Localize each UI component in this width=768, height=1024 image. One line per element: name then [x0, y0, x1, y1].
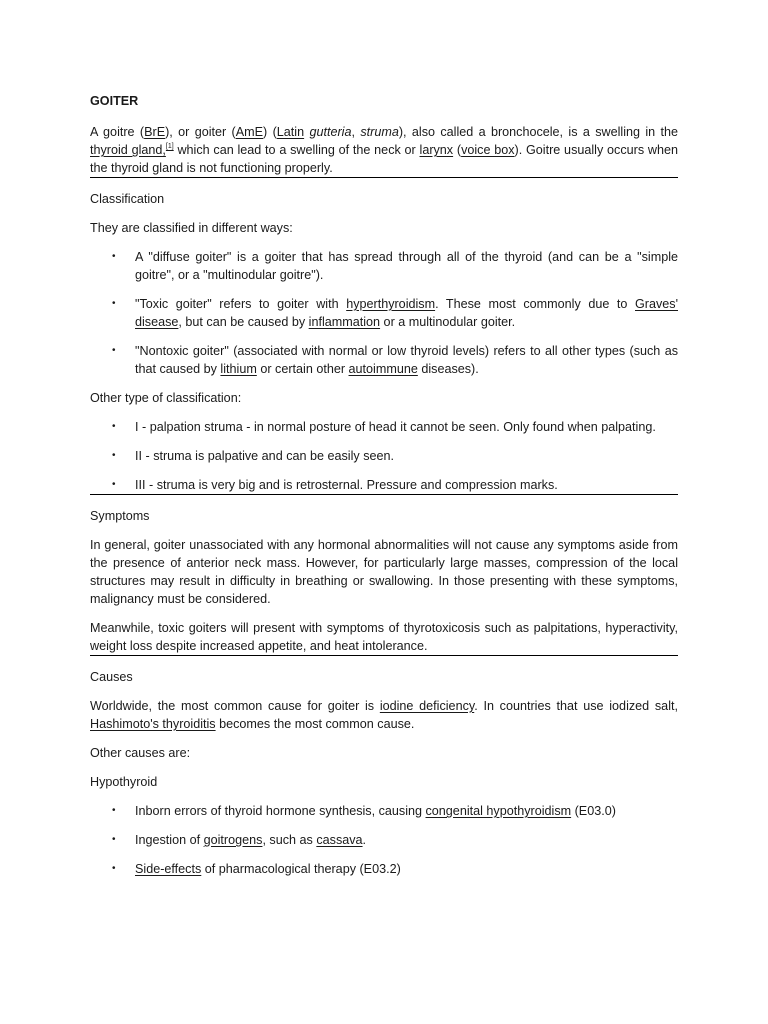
section-divider [90, 655, 678, 656]
list-item [90, 295, 678, 331]
text: Ingestion of [135, 833, 204, 847]
text: or a multinodular goiter. [380, 315, 516, 329]
list-item [90, 342, 678, 378]
bullet-icon: • [112, 345, 116, 356]
link-hyperthyroidism[interactable]: hyperthyroidism [346, 297, 436, 311]
bullet-icon: • [112, 479, 116, 490]
link-side-effects[interactable]: Side-effects [135, 862, 202, 876]
intro-paragraph [90, 123, 678, 177]
link-ame[interactable]: AmE [235, 125, 264, 139]
document-title: GOITER [90, 94, 139, 108]
bullet-icon: • [112, 421, 116, 432]
link-thyroid-gland[interactable]: thyroid gland, [90, 143, 166, 157]
list-item [90, 418, 678, 436]
link-cassava[interactable]: cassava [316, 833, 363, 847]
link-lithium[interactable]: lithium [220, 362, 257, 376]
text: III - struma is very big and is retrosternal. Pressure and compression marks. [135, 478, 558, 492]
text: ), also called a bronchocele, is a swelling in the [398, 125, 679, 139]
text: Worldwide, the most common cause for goiter is [90, 699, 380, 713]
list-item [90, 248, 678, 284]
struma-grade-list [90, 418, 678, 494]
text: A "diffuse goiter" is a goiter that has spread through all of the thyroid (and can be a "simple goitre", or a "multinodular goitre"). [135, 250, 678, 282]
latin-term-struma: struma [360, 125, 399, 139]
link-congenital-hypothyroidism[interactable]: congenital hypothyroidism [425, 804, 572, 818]
bullet-icon: • [112, 450, 116, 461]
text: II - struma is palpative and can be easily seen. [135, 449, 395, 463]
text: diseases). [417, 362, 479, 376]
link-goitrogens[interactable]: goitrogens [203, 833, 263, 847]
link-bre[interactable]: BrE [144, 125, 166, 139]
link-voice-box[interactable]: voice box [461, 143, 515, 157]
section-divider [90, 494, 678, 495]
section-heading-classification: Classification [90, 192, 165, 206]
text: , [351, 125, 361, 139]
text: ). Goitre usually occurs when the thyroid gland is not functioning properly. [90, 143, 678, 175]
classification-list [90, 248, 678, 378]
text: A goitre ( [90, 125, 145, 139]
link-autoimmune[interactable]: autoimmune [348, 362, 418, 376]
section-heading-symptoms: Symptoms [90, 509, 150, 523]
text: ( [453, 143, 462, 157]
text: (E03.0) [571, 804, 616, 818]
text: or certain other [256, 362, 349, 376]
classification-lead: They are classified in different ways: [90, 221, 293, 235]
symptoms-paragraph-1: In general, goiter unassociated with any hormonal abnormalities will not cause any symptoms aside from the presence of anterior neck mass. However, for particularly large masses, compression of the local structures may result in difficulty in breathing or swallowing. In those presenting with these symptoms, malignancy must be considered. [90, 538, 678, 606]
text: becomes the most common cause. [215, 717, 415, 731]
bullet-icon: • [112, 863, 116, 874]
link-inflammation[interactable]: inflammation [308, 315, 381, 329]
text: I - palpation struma - in normal posture of head it cannot be seen. Only found when palpating. [135, 420, 656, 434]
link-graves-disease[interactable]: Graves' disease [135, 297, 678, 329]
list-item [90, 831, 678, 849]
causes-paragraph [90, 697, 678, 733]
section-heading-causes: Causes [90, 670, 133, 684]
document-page [90, 92, 678, 889]
text: of pharmacological therapy (E03.2) [201, 862, 401, 876]
text: Inborn errors of thyroid hormone synthesis, causing [135, 804, 426, 818]
text: "Nontoxic goiter" (associated with normal or low thyroid levels) refers to all other types (such as that caused by [135, 344, 678, 376]
text: ), or goiter ( [165, 125, 236, 139]
other-classification-lead: Other type of classification: [90, 391, 242, 405]
latin-term-gutteria: gutteria [309, 125, 352, 139]
bullet-icon: • [112, 805, 116, 816]
section-divider [90, 177, 678, 178]
causes-list [90, 802, 678, 878]
text: which can lead to a swelling of the neck or [173, 143, 420, 157]
text: ) ( [263, 125, 277, 139]
list-item [90, 447, 678, 465]
link-iodine-deficiency[interactable]: iodine deficiency [379, 699, 475, 713]
list-item [90, 476, 678, 494]
bullet-icon: • [112, 251, 116, 262]
text: . In countries that use iodized salt, [474, 699, 678, 713]
bullet-icon: • [112, 834, 116, 845]
list-item [90, 802, 678, 820]
link-larynx[interactable]: larynx [419, 143, 454, 157]
other-causes-lead: Other causes are: [90, 746, 191, 760]
text: , such as [262, 833, 317, 847]
footnote-ref-1[interactable]: [1] [165, 143, 174, 150]
subheading-hypothyroid: Hypothyroid [90, 775, 158, 789]
text: "Toxic goiter" refers to goiter with [135, 297, 347, 311]
text: , but can be caused by [178, 315, 309, 329]
link-latin[interactable]: Latin [276, 125, 305, 139]
text: . [362, 833, 367, 847]
bullet-icon: • [112, 298, 116, 309]
list-item [90, 860, 678, 878]
link-hashimotos-thyroiditis[interactable]: Hashimoto's thyroiditis [90, 717, 216, 731]
symptoms-paragraph-2: Meanwhile, toxic goiters will present with symptoms of thyrotoxicosis such as palpitations, hyperactivity, weight loss despite increased appetite, and heat intolerance. [90, 621, 678, 653]
text: . These most commonly due to [435, 297, 635, 311]
